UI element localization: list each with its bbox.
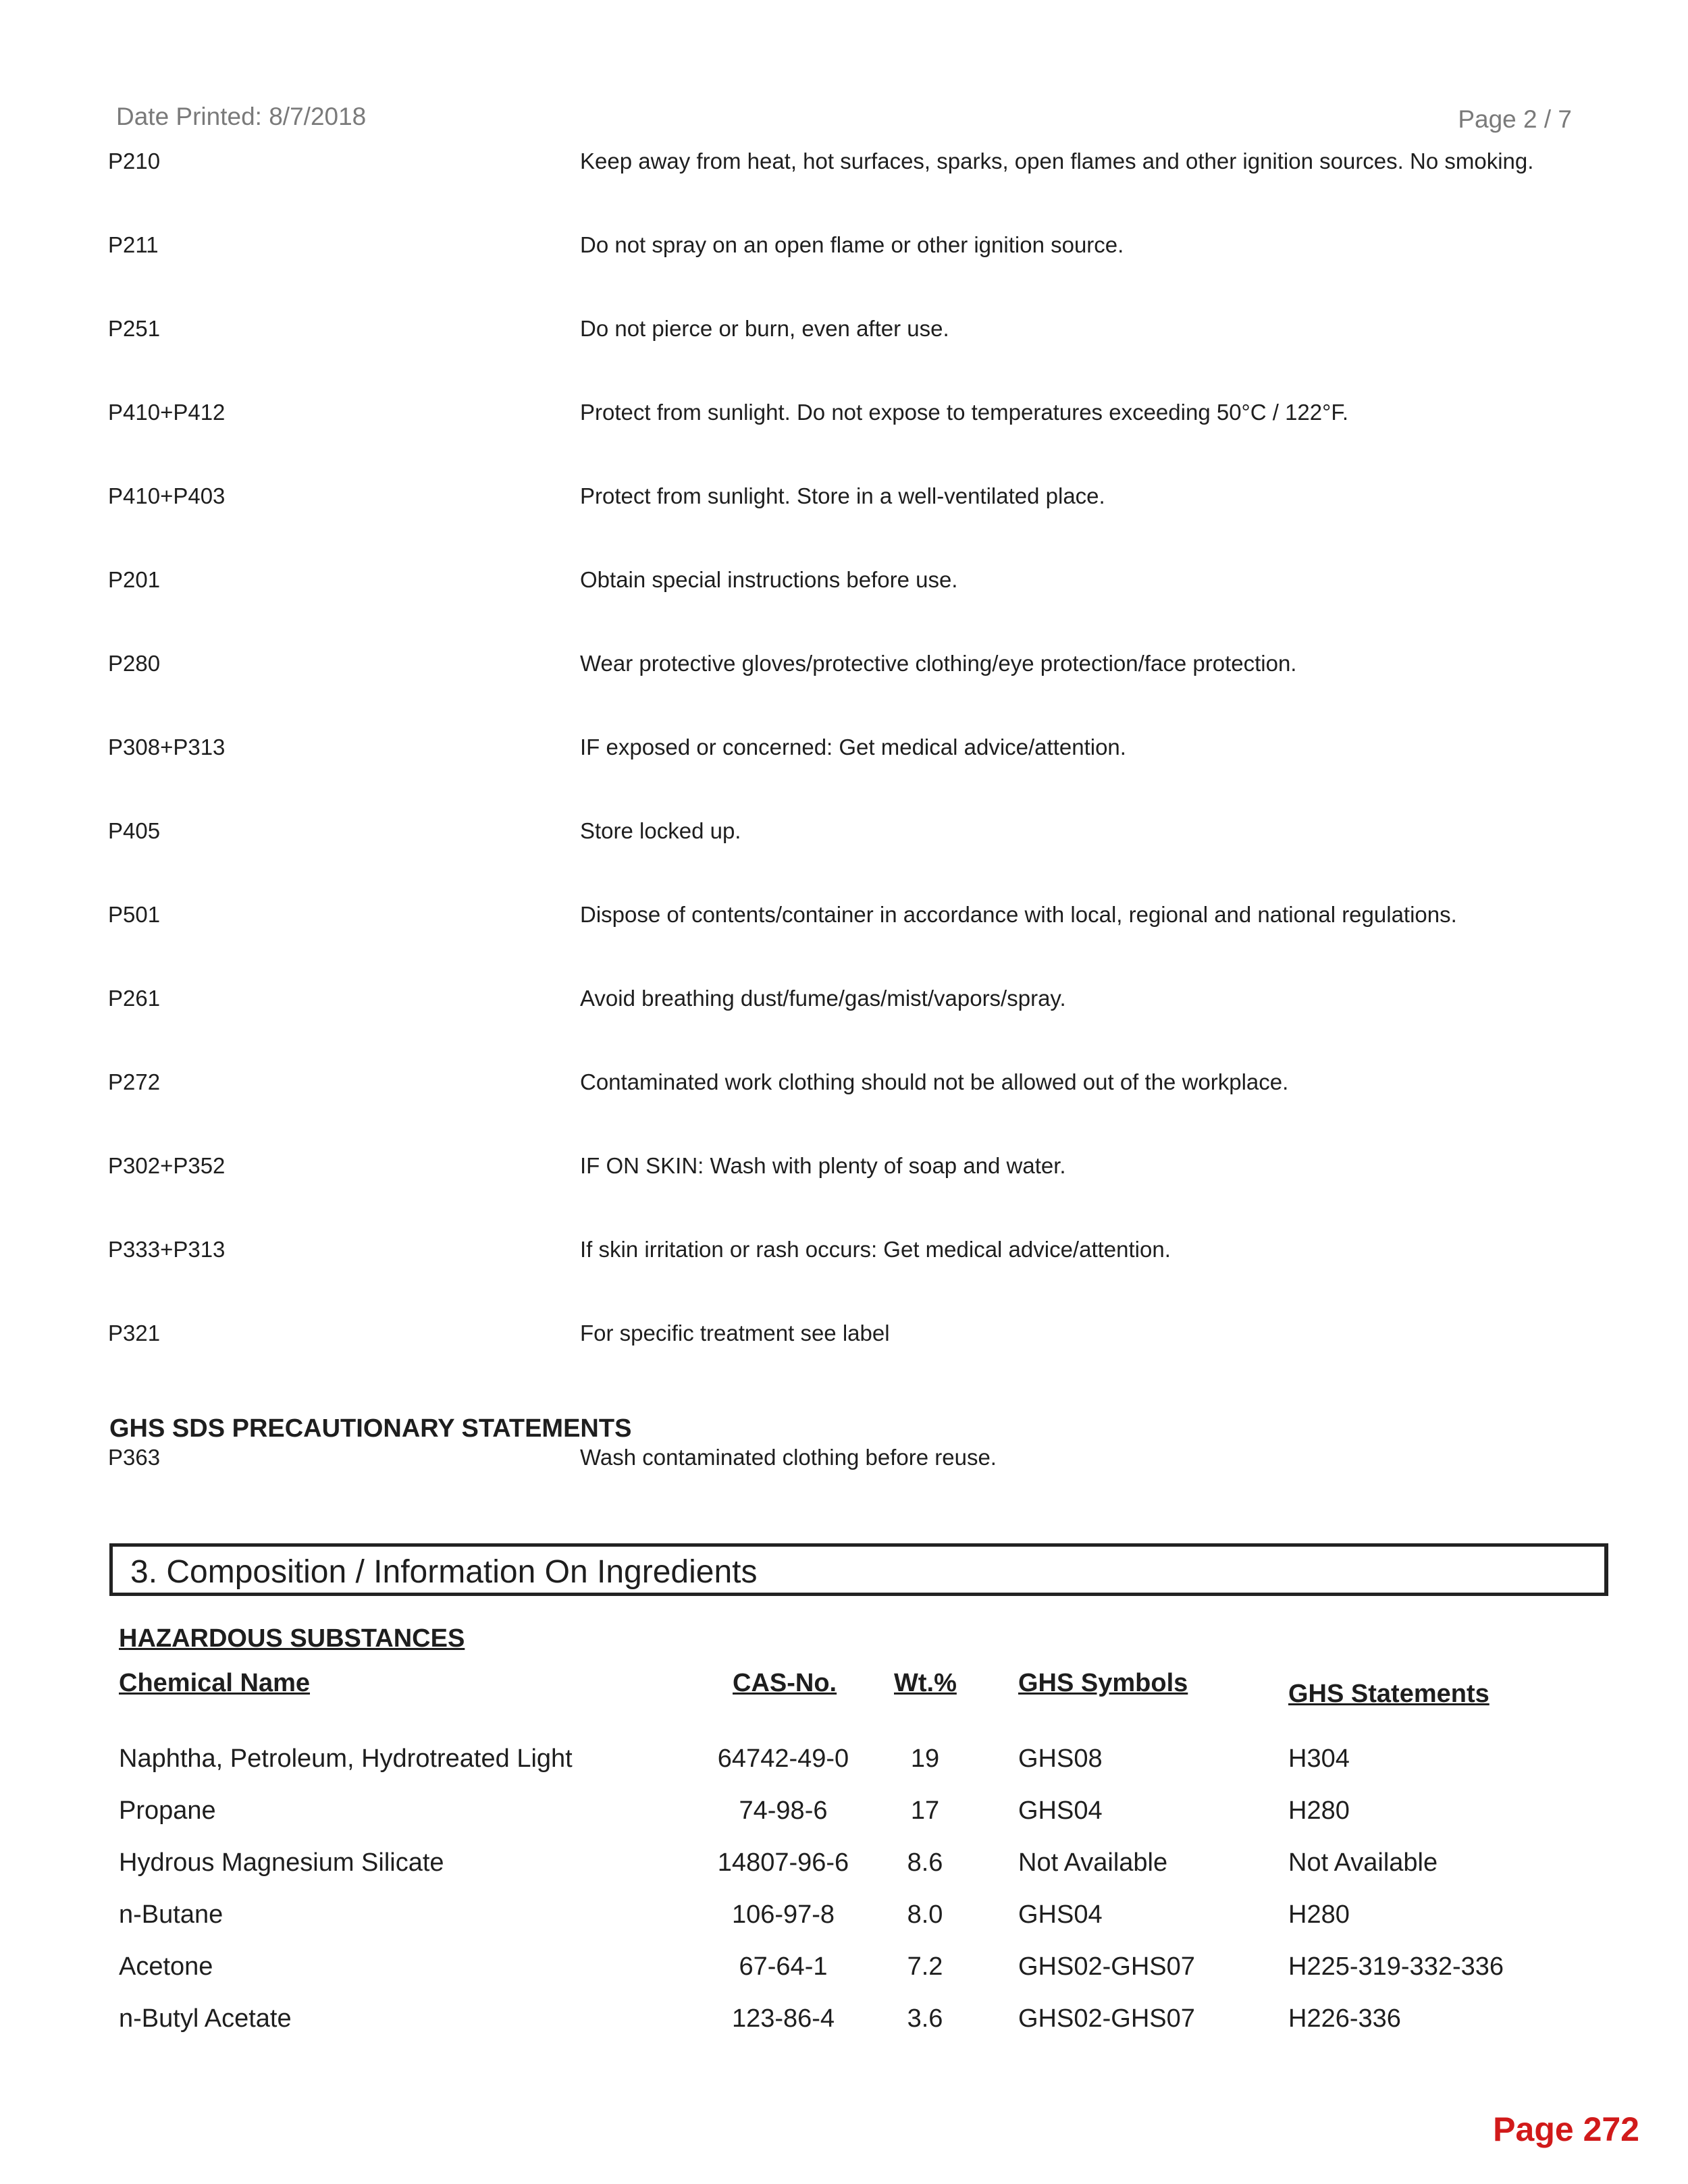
statement-code: P410+P403	[108, 483, 226, 508]
statement-text: For specific treatment see label	[580, 1321, 890, 1346]
precautionary-row	[0, 735, 1688, 775]
weight-percent: 17	[910, 1796, 940, 1825]
statement-code: P363	[108, 1445, 161, 1470]
precautionary-row	[0, 483, 1688, 524]
column-header-ghs-symbols: GHS Symbols	[1018, 1669, 1188, 1697]
statement-code: P251	[108, 316, 161, 341]
section-header-box	[109, 1543, 1608, 1596]
chemical-name: Propane	[119, 1796, 216, 1825]
statement-text: Protect from sunlight. Do not expose to temperatures exceeding 50°C / 122°F.	[580, 400, 1349, 425]
statement-text: Wash contaminated clothing before reuse.	[580, 1445, 997, 1470]
table-row	[0, 1900, 1688, 1941]
column-header-ghs-statements: GHS Statements	[1288, 1680, 1489, 1708]
precautionary-row	[0, 902, 1688, 942]
statement-text: If skin irritation or rash occurs: Get medical advice/attention.	[580, 1237, 1171, 1262]
weight-percent: 19	[910, 1744, 940, 1773]
precautionary-row	[0, 1237, 1688, 1277]
column-header-chemical-name: Chemical Name	[119, 1669, 311, 1697]
chemical-name: Hydrous Magnesium Silicate	[119, 1848, 444, 1877]
chemical-name: n-Butane	[119, 1900, 223, 1929]
statement-code: P501	[108, 902, 161, 927]
cas-number: 74-98-6	[739, 1796, 828, 1825]
statement-text: Keep away from heat, hot surfaces, sparks, open flames and other ignition sources. No smoking.	[580, 149, 1534, 174]
ghs-sds-row	[0, 1445, 1688, 1485]
section-title: 3. Composition / Information On Ingredients	[130, 1554, 758, 1590]
statement-code: P308+P313	[108, 735, 226, 760]
statement-code: P272	[108, 1069, 161, 1094]
ghs-statements: Not Available	[1288, 1848, 1438, 1877]
ghs-symbols: Not Available	[1018, 1848, 1168, 1877]
ghs-symbols: GHS04	[1018, 1900, 1103, 1929]
ghs-symbols: GHS04	[1018, 1796, 1103, 1825]
statement-text: Protect from sunlight. Store in a well-ventilated place.	[580, 483, 1105, 508]
precautionary-row	[0, 1153, 1688, 1194]
column-header-cas: CAS-No.	[733, 1669, 837, 1697]
statement-code: P201	[108, 567, 161, 592]
cas-number: 106-97-8	[731, 1900, 835, 1929]
ghs-statements: H280	[1288, 1900, 1350, 1929]
statement-text: Store locked up.	[580, 818, 741, 843]
statement-code: P321	[108, 1321, 161, 1346]
statement-code: P210	[108, 149, 161, 174]
precautionary-row	[0, 232, 1688, 273]
ghs-symbols: GHS08	[1018, 1744, 1103, 1773]
chemical-name: Acetone	[119, 1952, 213, 1981]
ghs-symbols: GHS02-GHS07	[1018, 1952, 1195, 1981]
statement-code: P280	[108, 651, 161, 676]
statement-code: P211	[108, 232, 159, 257]
table-row	[0, 1744, 1688, 1785]
date-printed: Date Printed: 8/7/2018	[116, 103, 367, 130]
precautionary-row	[0, 818, 1688, 859]
precautionary-row	[0, 567, 1688, 608]
weight-percent: 8.0	[907, 1900, 943, 1929]
statement-text: Contaminated work clothing should not be allowed out of the workplace.	[580, 1069, 1289, 1094]
weight-percent: 7.2	[907, 1952, 943, 1981]
precautionary-row	[0, 400, 1688, 440]
table-row	[0, 2004, 1688, 2045]
table-row	[0, 1848, 1688, 1889]
table-row	[0, 1952, 1688, 1993]
page-stamp: Page 272	[1493, 2110, 1639, 2148]
chemical-name: n-Butyl Acetate	[119, 2004, 292, 2033]
statement-code: P333+P313	[108, 1237, 226, 1262]
ghs-statements: H304	[1288, 1744, 1350, 1773]
statement-text: Dispose of contents/container in accordance with local, regional and national regulations.	[580, 902, 1457, 927]
cas-number: 64742-49-0	[717, 1744, 849, 1773]
ghs-statements: H280	[1288, 1796, 1350, 1825]
chemical-name: Naphtha, Petroleum, Hydrotreated Light	[119, 1744, 573, 1773]
statement-text: Obtain special instructions before use.	[580, 567, 958, 592]
ghs-symbols: GHS02-GHS07	[1018, 2004, 1195, 2033]
weight-percent: 3.6	[907, 2004, 943, 2033]
ghs-sds-heading: GHS SDS PRECAUTIONARY STATEMENTS	[109, 1414, 632, 1443]
weight-percent: 8.6	[907, 1848, 943, 1877]
statement-text: IF ON SKIN: Wash with plenty of soap and water.	[580, 1153, 1066, 1178]
statement-text: Do not spray on an open flame or other ignition source.	[580, 232, 1124, 257]
precautionary-row	[0, 1321, 1688, 1361]
cas-number: 14807-96-6	[717, 1848, 849, 1877]
statement-text: Wear protective gloves/protective clothing/eye protection/face protection.	[580, 651, 1297, 676]
statement-code: P302+P352	[108, 1153, 226, 1178]
statement-code: P410+P412	[108, 400, 226, 425]
page-number: Page 2 / 7	[1458, 105, 1572, 133]
statement-text: Do not pierce or burn, even after use.	[580, 316, 949, 341]
statement-text: Avoid breathing dust/fume/gas/mist/vapors/spray.	[580, 986, 1066, 1011]
precautionary-row	[0, 651, 1688, 691]
precautionary-row	[0, 986, 1688, 1026]
precautionary-row	[0, 316, 1688, 356]
ghs-statements: H226-336	[1288, 2004, 1401, 2033]
column-header-wt: Wt.%	[894, 1669, 957, 1697]
statement-code: P405	[108, 818, 161, 843]
table-row	[0, 1796, 1688, 1837]
statement-code: P261	[108, 986, 161, 1011]
hazardous-substances-heading: HAZARDOUS SUBSTANCES	[119, 1624, 465, 1653]
cas-number: 123-86-4	[731, 2004, 835, 2033]
statement-text: IF exposed or concerned: Get medical advice/attention.	[580, 735, 1126, 760]
precautionary-row	[0, 1069, 1688, 1110]
precautionary-row	[0, 149, 1688, 189]
cas-number: 67-64-1	[739, 1952, 828, 1981]
ghs-statements: H225-319-332-336	[1288, 1952, 1504, 1981]
